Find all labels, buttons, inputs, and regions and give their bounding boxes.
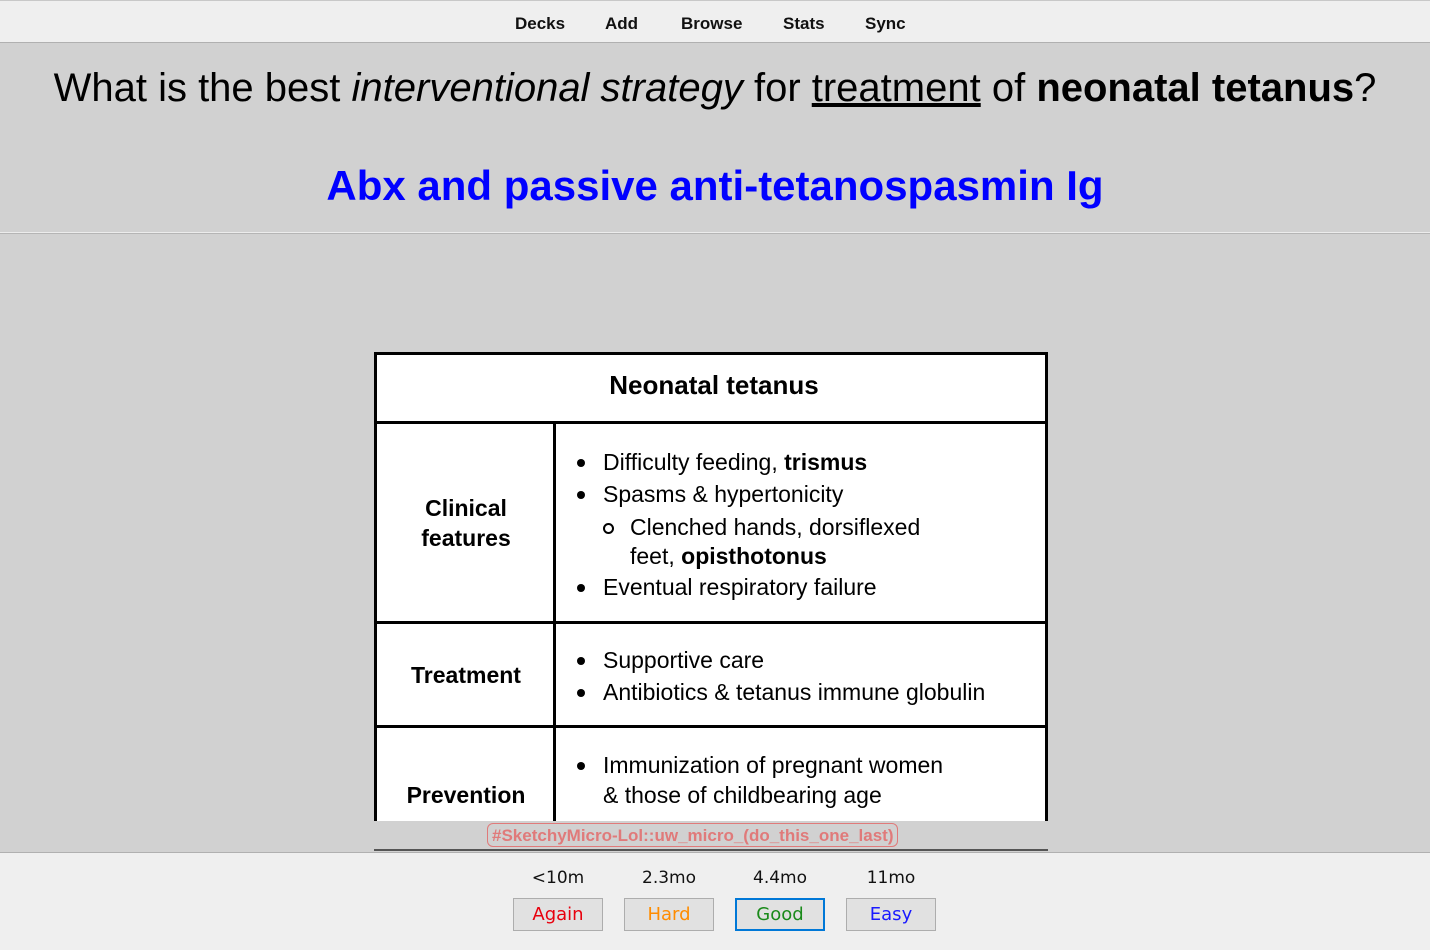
list-item: Immunization of pregnant women xyxy=(603,752,944,778)
menu-decks[interactable]: Decks xyxy=(515,14,566,33)
menu-stats[interactable]: Stats xyxy=(783,14,825,33)
list-item-cont: & those of childbearing age xyxy=(603,782,882,808)
bullet-icon xyxy=(577,491,585,499)
card-answer: Abx and passive anti-tetanospasmin Ig xyxy=(326,162,1104,209)
question-text-1: What is the best xyxy=(53,66,352,110)
question-text-7: ? xyxy=(1354,66,1377,110)
table-title: Neonatal tetanus xyxy=(609,370,819,400)
row-head-clinical-line1: Clinical xyxy=(425,495,507,521)
item-text: feet, xyxy=(630,543,682,569)
bullet-icon xyxy=(577,584,585,592)
bullet-icon xyxy=(577,657,585,665)
row-head-clinical-line2: features xyxy=(421,525,511,551)
interval-good: 4.4mo xyxy=(753,868,807,888)
list-item xyxy=(603,447,867,477)
table-border-top xyxy=(377,352,1048,355)
neonatal-tetanus-table-image xyxy=(374,352,1048,821)
good-button[interactable]: Good xyxy=(735,898,825,931)
menu-sync[interactable]: Sync xyxy=(865,14,906,33)
card-tag: #SketchyMicro-Lol::uw_micro_(do_this_one_last) xyxy=(487,823,898,847)
item-bold: opisthotonus xyxy=(681,543,827,569)
list-subitem-cont xyxy=(630,541,827,571)
item-bold: trismus xyxy=(784,449,868,475)
card-question xyxy=(0,66,1430,111)
list-item: Eventual respiratory failure xyxy=(603,574,877,600)
hard-button[interactable]: Hard xyxy=(624,898,714,931)
list-subitem: Clenched hands, dorsiflexed xyxy=(630,514,921,540)
table-divider xyxy=(377,621,1048,624)
interval-hard: 2.3mo xyxy=(642,868,696,888)
sub-bullet-icon xyxy=(603,523,614,534)
question-text-5: of xyxy=(980,66,1037,110)
menu-browse[interactable]: Browse xyxy=(681,14,743,33)
item-text: Difficulty feeding, xyxy=(603,449,785,475)
bullet-icon xyxy=(577,689,585,697)
list-item: Supportive care xyxy=(603,647,765,673)
question-italic: interventional strategy xyxy=(351,66,743,110)
question-bold: neonatal tetanus xyxy=(1036,66,1355,110)
table-divider xyxy=(377,725,1048,728)
row-head-prevention: Prevention xyxy=(406,782,526,808)
question-underline: treatment xyxy=(811,66,981,110)
again-button[interactable]: Again xyxy=(513,898,603,931)
menu-add[interactable]: Add xyxy=(605,14,639,33)
list-item: Antibiotics & tetanus immune globulin xyxy=(603,679,986,705)
interval-again: <10m xyxy=(531,868,585,888)
easy-button[interactable]: Easy xyxy=(846,898,936,931)
row-head-treatment: Treatment xyxy=(411,662,521,688)
answer-bar xyxy=(0,852,1430,950)
bullet-icon xyxy=(577,459,585,467)
table-bottom-edge xyxy=(374,849,1048,851)
question-text-3: for xyxy=(742,66,812,110)
top-menu-bar xyxy=(0,0,1430,43)
list-item: Spasms & hypertonicity xyxy=(603,481,844,507)
bullet-icon xyxy=(577,762,585,770)
table-divider xyxy=(377,421,1048,424)
table xyxy=(374,352,1048,821)
interval-easy: 11mo xyxy=(866,868,916,888)
row-head-clinical xyxy=(377,493,555,553)
answer-divider xyxy=(0,232,1430,234)
